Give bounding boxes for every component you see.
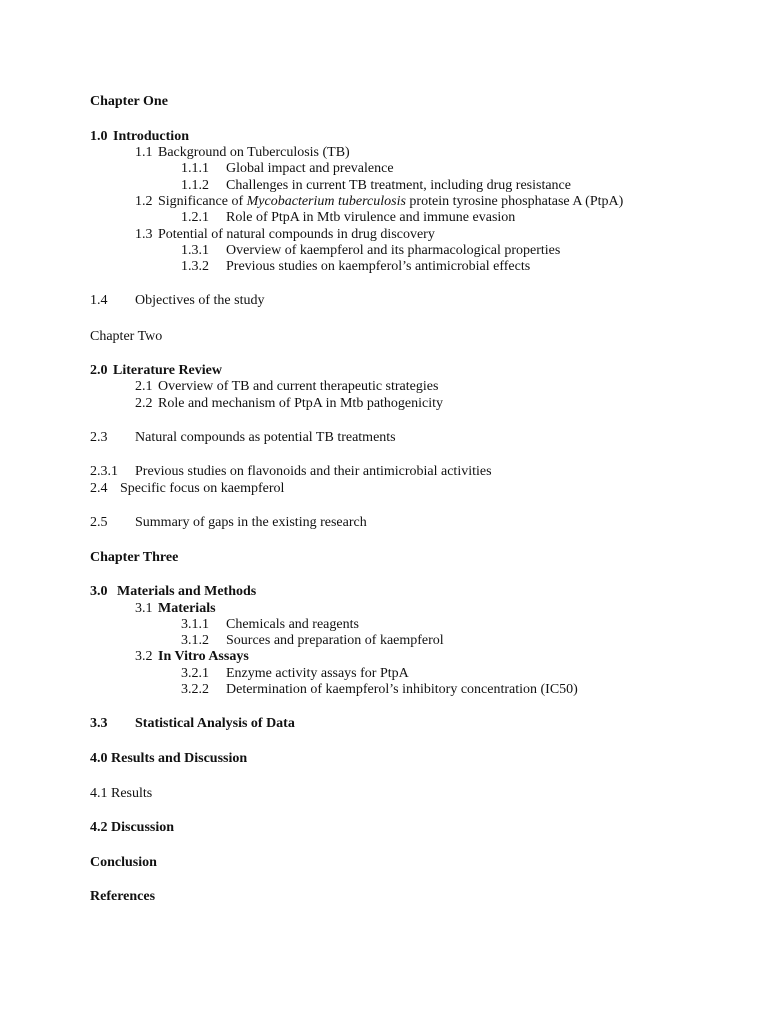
section-title: Role of PtpA in Mtb virulence and immune evasion bbox=[226, 210, 516, 225]
section-number: 2.1 bbox=[135, 379, 153, 394]
section-number: 1.4 bbox=[90, 293, 108, 308]
document-page: Chapter One 1.0 Introduction 1.1 Background on Tuberculosis (TB) 1.1.1 Global impact and prevalence 1.1.2 Challenges in current TB treatment, including drug resistance 1.2 Significance of Mycobacterium tuberculosis protein tyrosine phosphatase A (PtpA) 1.2.1 Role of PtpA in Mtb virulence and immune evasion 1.3 Potential of natural compounds in drug discovery 1.3.1 Overview of kaempferol and its pharmacological properties 1.3.2 Previous studies on kaempferol’s antimicrobial effects 1.4 Objectives of the study Chapter Two 2.0 Literature Review 2.1 Overview of TB and current therapeutic strategies 2.2 Role and mechanism of PtpA in Mtb pathogenicity 2.3 Natural compounds as potential TB treatments 2.3.1 Previous studies on flavonoids and their antimicrobial activities 2.4 Specific focus on kaempferol 2.5 Summary of gaps in the existing research Chapter Three 3.0 Materials and Methods 3.1 Materials 3.1.1 Chemicals and reagents 3.1.2 Sources and preparation of kaempferol 3.2 In Vitro Assays 3.2.1 Enzyme activity assays for PtpA 3.2.2 Determination of kaempferol’s inhibitory concentration (IC50) 3.3 Statistical Analysis of Data 4.0 Results and Discussion 4.1 Results 4.2 Discussion Conclusion References bbox=[90, 94, 624, 904]
species-name: Mycobacterium tuberculosis bbox=[246, 194, 406, 209]
section-number: 1.2.1 bbox=[181, 210, 209, 225]
section-number: 3.2.1 bbox=[181, 666, 209, 681]
section-title: Potential of natural compounds in drug discovery bbox=[158, 227, 435, 242]
section-title: Specific focus on kaempferol bbox=[120, 481, 285, 496]
section-number: 1.1 bbox=[135, 145, 153, 160]
section-number: 3.1.2 bbox=[181, 633, 209, 648]
section-number: 2.4 bbox=[90, 481, 108, 496]
section-number: 2.3.1 bbox=[90, 464, 118, 479]
section-number: 2.5 bbox=[90, 515, 108, 530]
section-number: 3.2.2 bbox=[181, 682, 209, 697]
section-number: 3.0 bbox=[90, 584, 108, 599]
section-title: Chemicals and reagents bbox=[226, 617, 359, 632]
section-number: 1.1.1 bbox=[181, 161, 209, 176]
section-number: 2.2 bbox=[135, 396, 153, 411]
section-number: 1.3.1 bbox=[181, 243, 209, 258]
section-number: 3.3 bbox=[90, 716, 108, 731]
section-title: Overview of kaempferol and its pharmacological properties bbox=[226, 243, 561, 258]
section-number: 3.1 bbox=[135, 601, 153, 616]
section-number: 1.3 bbox=[135, 227, 153, 242]
section-title: Statistical Analysis of Data bbox=[135, 716, 295, 731]
section-number: 2.0 bbox=[90, 363, 108, 378]
section-number: 3.1.1 bbox=[181, 617, 209, 632]
section-title: Global impact and prevalence bbox=[226, 161, 394, 176]
section-title: Sources and preparation of kaempferol bbox=[226, 633, 444, 648]
section-number: 1.3.2 bbox=[181, 259, 209, 274]
section-title: Overview of TB and current therapeutic strategies bbox=[158, 379, 439, 394]
section-title: In Vitro Assays bbox=[158, 649, 249, 664]
section-number: 2.3 bbox=[90, 430, 108, 445]
section-number: 1.0 bbox=[90, 129, 108, 144]
section-title: Significance of Mycobacterium tuberculosis protein tyrosine phosphatase A (PtpA) bbox=[158, 194, 624, 209]
section-title: Literature Review bbox=[113, 363, 222, 378]
section-number: 1.2 bbox=[135, 194, 153, 209]
section-title: Previous studies on kaempferol’s antimicrobial effects bbox=[226, 259, 531, 274]
section-title: Role and mechanism of PtpA in Mtb pathogenicity bbox=[158, 396, 444, 411]
section-title: Background on Tuberculosis (TB) bbox=[158, 145, 350, 160]
section-title: Introduction bbox=[113, 129, 189, 144]
section-title: Enzyme activity assays for PtpA bbox=[226, 666, 409, 681]
section-title: Materials and Methods bbox=[117, 584, 257, 599]
section-title: Previous studies on flavonoids and their antimicrobial activities bbox=[135, 464, 492, 479]
section-title: Materials bbox=[158, 601, 216, 616]
section-title: Natural compounds as potential TB treatments bbox=[135, 430, 396, 445]
section-title: Objectives of the study bbox=[135, 293, 265, 308]
section-title: Summary of gaps in the existing research bbox=[135, 515, 367, 530]
section-title: Determination of kaempferol’s inhibitory concentration (IC50) bbox=[226, 682, 578, 697]
section-number: 1.1.2 bbox=[181, 178, 209, 193]
section-number: 3.2 bbox=[135, 649, 153, 664]
section-title: Challenges in current TB treatment, including drug resistance bbox=[226, 178, 571, 193]
